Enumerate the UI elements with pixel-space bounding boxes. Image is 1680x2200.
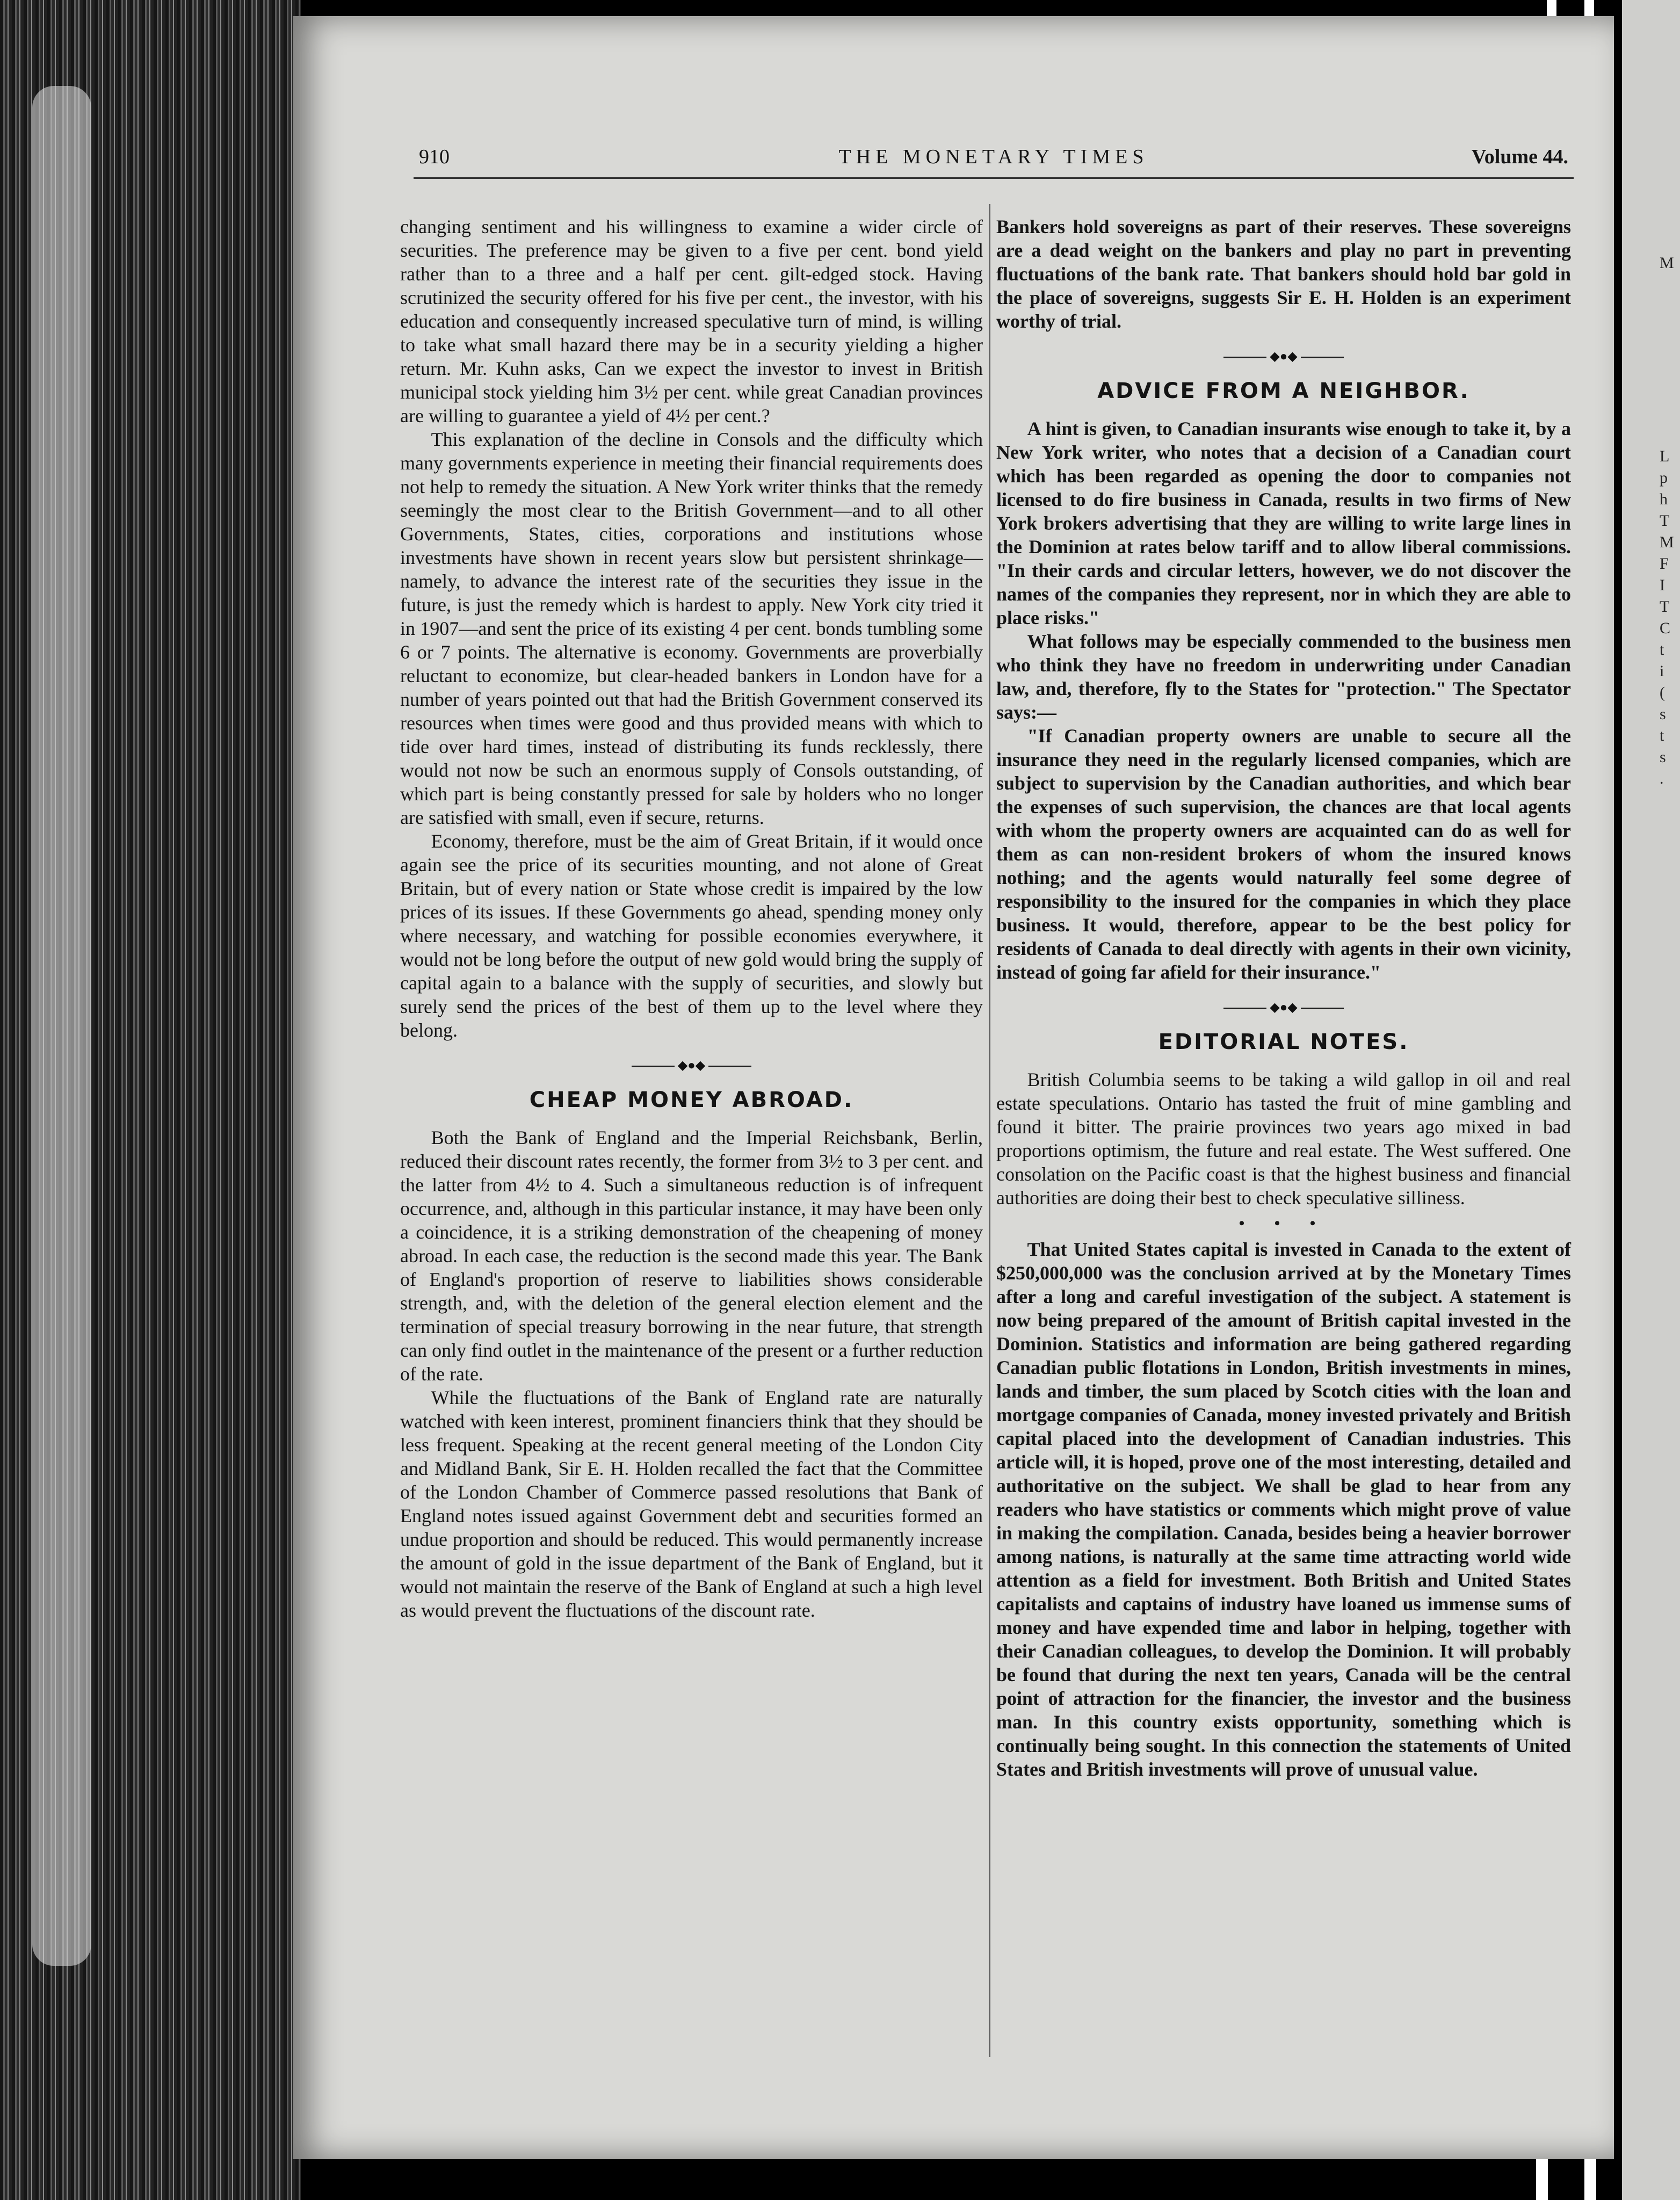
paragraph: What follows may be especially commended to the business men who think they have no freedom in underwriting under Canadian law, and, therefore, fly to the States for "protection." The Spectator says:— — [996, 631, 1571, 723]
page-number: 910 — [419, 146, 450, 168]
page-header — [419, 145, 1568, 177]
adjacent-page-letter: I — [1660, 576, 1665, 594]
paragraph: changing sentiment and his willingness to examine a wider circle of securities. The preference may be given to a five per cent. bond yield rather than to a three and a half per cent. gilt-edged stock. Having scrutinized the security offered for his five per cent., the investor, with his education and consequently increased speculative turn of mind, is willing to take what small hazard there may be in a security yielding a higher return. Mr. Kuhn asks, Can we expect the investor to invest in British municipal stock yielding him 3½ per cent. while great Canadian provinces are willing to guarantee a yield of 4½ per cent.? — [400, 216, 983, 426]
adjacent-page-letter: s — [1660, 748, 1666, 766]
dot-divider: • • • — [1239, 1214, 1329, 1232]
right-column — [996, 215, 1571, 1781]
adjacent-page-letter: L — [1660, 447, 1670, 465]
adjacent-page-letter: s — [1660, 705, 1666, 723]
section-heading-editorial-notes: EDITORIAL NOTES. — [1158, 1030, 1409, 1054]
adjacent-page-letter: i — [1660, 662, 1664, 680]
paragraph: That United States capital is invested in Canada to the extent of $250,000,000 was the conclusion arrived at by the Monetary Times after a long and careful investigation of the subject. A statement is now being prepared of the amount of British capital invested in the Dominion. Statistics and information are being gathered regarding Canadian public flotations in London, British investments in mines, lands and timber, the sum placed by Scotch cities with the loan and mortgage companies of Canada, money invested privately and British capital placed into the development of Canadian industries. This article will, it is hoped, prove one of the most interesting, detailed and authoritative on the subject. We shall be glad to hear from any readers who have statistics or comments which might prove of value in making the compilation. Canada, besides being a heavier borrower among nations, is naturally at the same time attracting world wide attention as a field for investment. Both British and United States capitalists and captains of industry have loaned us immense sums of money and have expended time and labor in helping, together with their Canadian colleagues, to develop the Dominion. It will probably be found that during the next ten years, Canada will be the central point of attraction for the financier, the investor and the business man. In this country exists opportunity, something which is continually being sought. In this connection the statements of United States and British investments will prove of unusual value. — [996, 1239, 1571, 1780]
adjacent-page-letter: C — [1660, 619, 1671, 637]
adjacent-page-letter: T — [1660, 512, 1670, 530]
paragraph: British Columbia seems to be taking a wild gallop in oil and real estate speculations. Ontario has tasted the fruit of mine gambling and found it bitter. The prairie provinces two years ago mixed in bad proportions optimism, the future and real estate. The West suffered. One consolation on the Pacific coast is that the highest business and financial authorities are doing their best to check speculative silliness. — [996, 1069, 1571, 1208]
ornament-divider: ◆●◆ — [996, 996, 1571, 1019]
column-divider — [989, 204, 990, 2057]
left-column — [400, 215, 983, 1622]
paragraph: This explanation of the decline in Consols and the difficulty which many governments experience in meeting their financial requirements does not help to remedy the situation. A New York writer thinks that the remedy seemingly the most clear to the British Government—and to all other Governments, States, cities, corporations and institutions whose investments have shown in recent years slow but persistent shrinkage—namely, to advance the interest rate of the securities they issue in the future, is just the remedy which is hardest to apply. New York city tried it in 1907—and sent the price of its existing 4 per cent. bonds tumbling some 6 or 7 points. The alternative is economy. Governments are proverbially reluctant to economize, but clear-headed bankers in London have for a number of years pointed out that had the British Government conserved its resources when times were good and thus provided means with which to tide over hard times, instead of distributing its funds recklessly, there would not now be such an enormous supply of Consols outstanding, of which part is being constantly pressed for sale by holders who no longer are satisfied with small, even if secure, returns. — [400, 429, 983, 828]
ornament-divider: ◆●◆ — [996, 345, 1571, 368]
adjacent-page-letter: M — [1660, 254, 1674, 272]
volume-label: Volume 44. — [1471, 146, 1568, 168]
adjacent-page-letters — [1660, 252, 1676, 790]
adjacent-page-letter: F — [1660, 555, 1669, 573]
section-heading-advice: ADVICE FROM A NEIGHBOR. — [1097, 379, 1470, 403]
adjacent-page-letter: t — [1660, 727, 1664, 744]
paragraph: Bankers hold sovereigns as part of their reserves. These sovereigns are a dead weight on the bankers and play no part in preventing fluctuations of the bank rate. That bankers should hold bar gold in the place of sovereigns, suggests Sir E. H. Holden is an experiment worthy of trial. — [996, 216, 1571, 332]
adjacent-page-letter: p — [1660, 469, 1668, 487]
bottom-edge-marks — [1536, 2159, 1643, 2200]
section-heading-cheap-money: CHEAP MONEY ABROAD. — [529, 1088, 854, 1112]
ornament-divider: ◆●◆ — [400, 1054, 983, 1077]
adjacent-page-letter: h — [1660, 490, 1668, 508]
paragraph: "If Canadian property owners are unable to secure all the insurance they need in the regularly licensed companies, which are subject to supervision by the Canadian authorities, and which bear the expenses of such supervision, the chances are that local agents with whom the property owners are acquainted can do as well for them as can non-resident brokers of whom the insured knows nothing; and the agents would naturally feel some degree of responsibility to the insured for the companies in which they place business. It would, therefore, appear to be the best policy for residents of Canada to deal directly with agents in their own vicinity, instead of going far afield for their insurance." — [996, 725, 1571, 983]
spine-glare — [32, 86, 91, 1966]
adjacent-page-letter: T — [1660, 598, 1670, 616]
adjacent-page-letter: M — [1660, 533, 1674, 551]
header-rule — [414, 177, 1574, 179]
adjacent-page-letter: ( — [1660, 684, 1665, 701]
paragraph: Both the Bank of England and the Imperial Reichsbank, Berlin, reduced their discount rates recently, the former from 3½ to 3 per cent. and the latter from 4½ to 4. Such a simultaneous reduction is of infrequent occurrence, and, although in this particular instance, it may have been only a coincidence, it is a striking demonstration of the cheapening of money abroad. In each case, the reduction is the second made this year. The Bank of England's proportion of reserve to liabilities shows considerable strength, and, with the deletion of the general election element and the termination of special treasury borrowing in the near future, that strength can only find outlet in the maintenance of the present or a further reduction of the rate. — [400, 1127, 983, 1385]
paragraph: A hint is given, to Canadian insurants wise enough to take it, by a New York writer, who notes that a decision of a Canadian court which has been regarded as opening the door to companies not licensed to do fire business in Canada, results in two firms of New York brokers advertising that they are willing to write large lines in the Dominion at rates below tariff and to allow liberal commissions. "In their cards and circular letters, however, we do not discover the names of the companies they represent, nor in which they are able to place risks." — [996, 418, 1571, 628]
adjacent-page-letter: t — [1660, 641, 1664, 658]
paragraph: Economy, therefore, must be the aim of Great Britain, if it would once again see the price of its securities mounting, and not alone of Great Britain, but of every nation or State whose credit is impaired by the low prices of its issues. If these Governments go ahead, spending money only where necessary, and watching for possible economies everywhere, it would not be long before the output of new gold would bring the supply of capital again to a balance with the supply of securities, and slowly but surely send the prices of the best of them up to the level where they belong. — [400, 830, 983, 1041]
paragraph: While the fluctuations of the Bank of England rate are naturally watched with keen interest, prominent financiers think that they should be less frequent. Speaking at the recent general meeting of the London City and Midland Bank, Sir E. H. Holden recalled the fact that the Committee of the London Chamber of Commerce passed resolutions that Bank of England notes issued against Government debt and securities formed an undue proportion and should be reduced. This would permanently increase the amount of gold in the issue department of the Bank of England, but it would not maintain the reserve of the Bank of England at such a high level as would prevent the fluctuations of the discount rate. — [400, 1387, 983, 1621]
adjacent-page-letter: . — [1660, 770, 1664, 787]
publication-title: THE MONETARY TIMES — [838, 146, 1149, 168]
